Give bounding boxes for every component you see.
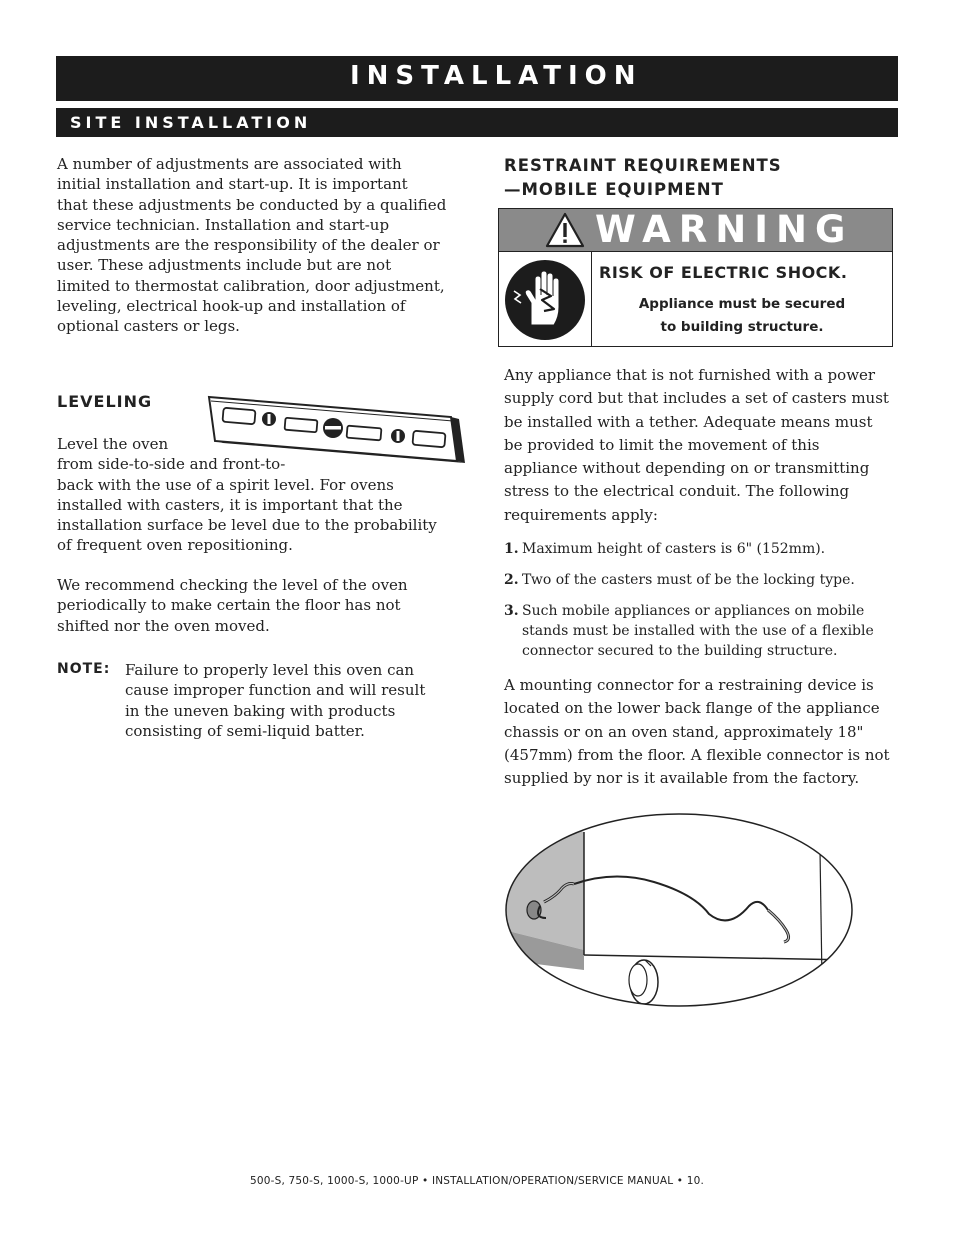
subsection-header-bar [56,108,898,137]
warning-subtext: Appliance must be secured to building structure. [638,296,846,335]
restraint-heading: RESTRAINT REQUIREMENTS —MOBILE EQUIPMENT [504,156,782,199]
leveling-paragraph: Level the oven from side-to-side and front-to- back with the use of a spirit level. For ovens installed with casters, it is important that the installation surface be level due to the probability of frequent oven repositioning. [57,435,437,555]
note-paragraph: Failure to properly level this oven can cause improper function and will result in the uneven baking with products consisting of semi-liquid batter. [125,661,426,740]
tether-paragraph: Any appliance that is not furnished with a power supply cord but that includes a set of casters must be installed with a tether. Adequate means must be provided to limit the movement of this appliance without depending on or transmitting stress to the electrical conduit. The following requirements apply: [504,366,889,524]
subsection-title: SITE INSTALLATION [70,113,312,132]
warning-triangle-icon [545,212,585,248]
warning-symbol-panel [499,252,592,346]
warning-header [499,209,892,252]
section-header-bar [56,56,898,101]
tether-connector-illustration [504,810,854,1010]
warning-box [498,208,893,347]
leveling-heading: LEVELING [57,392,153,411]
risk-text: RISK OF ELECTRIC SHOCK. [599,263,848,282]
section-title: INSTALLATION [350,61,643,91]
electric-shock-hand-icon [504,259,586,341]
intro-paragraph: A number of adjustments are associated with initial installation and start-up. It is important that these adjustments be conducted by a qualified service technician. Installation and start-up adjustments are the responsibility of the dealer or user. These adjustments include but are not limited to thermostat calibration, door adjustment, leveling, electrical hook-up and installation of optional casters or legs. [57,155,447,336]
page-footer: 500-S, 750-S, 1000-S, 1000-UP • INSTALLATION/OPERATION/SERVICE MANUAL • 10. [249,1175,705,1187]
mounting-connector-paragraph: A mounting connector for a restraining device is located on the lower back flange of the appliance chassis or on an oven stand, approximately 18" (457mm) from the floor. A flexible connector is not supplied by nor is it available from the factory. [504,676,890,788]
warning-title: WARNING [595,208,854,251]
recommend-paragraph: We recommend checking the level of the oven periodically to make certain the floor has not shifted nor the oven moved. [57,576,408,635]
note-label: NOTE: [57,661,111,677]
